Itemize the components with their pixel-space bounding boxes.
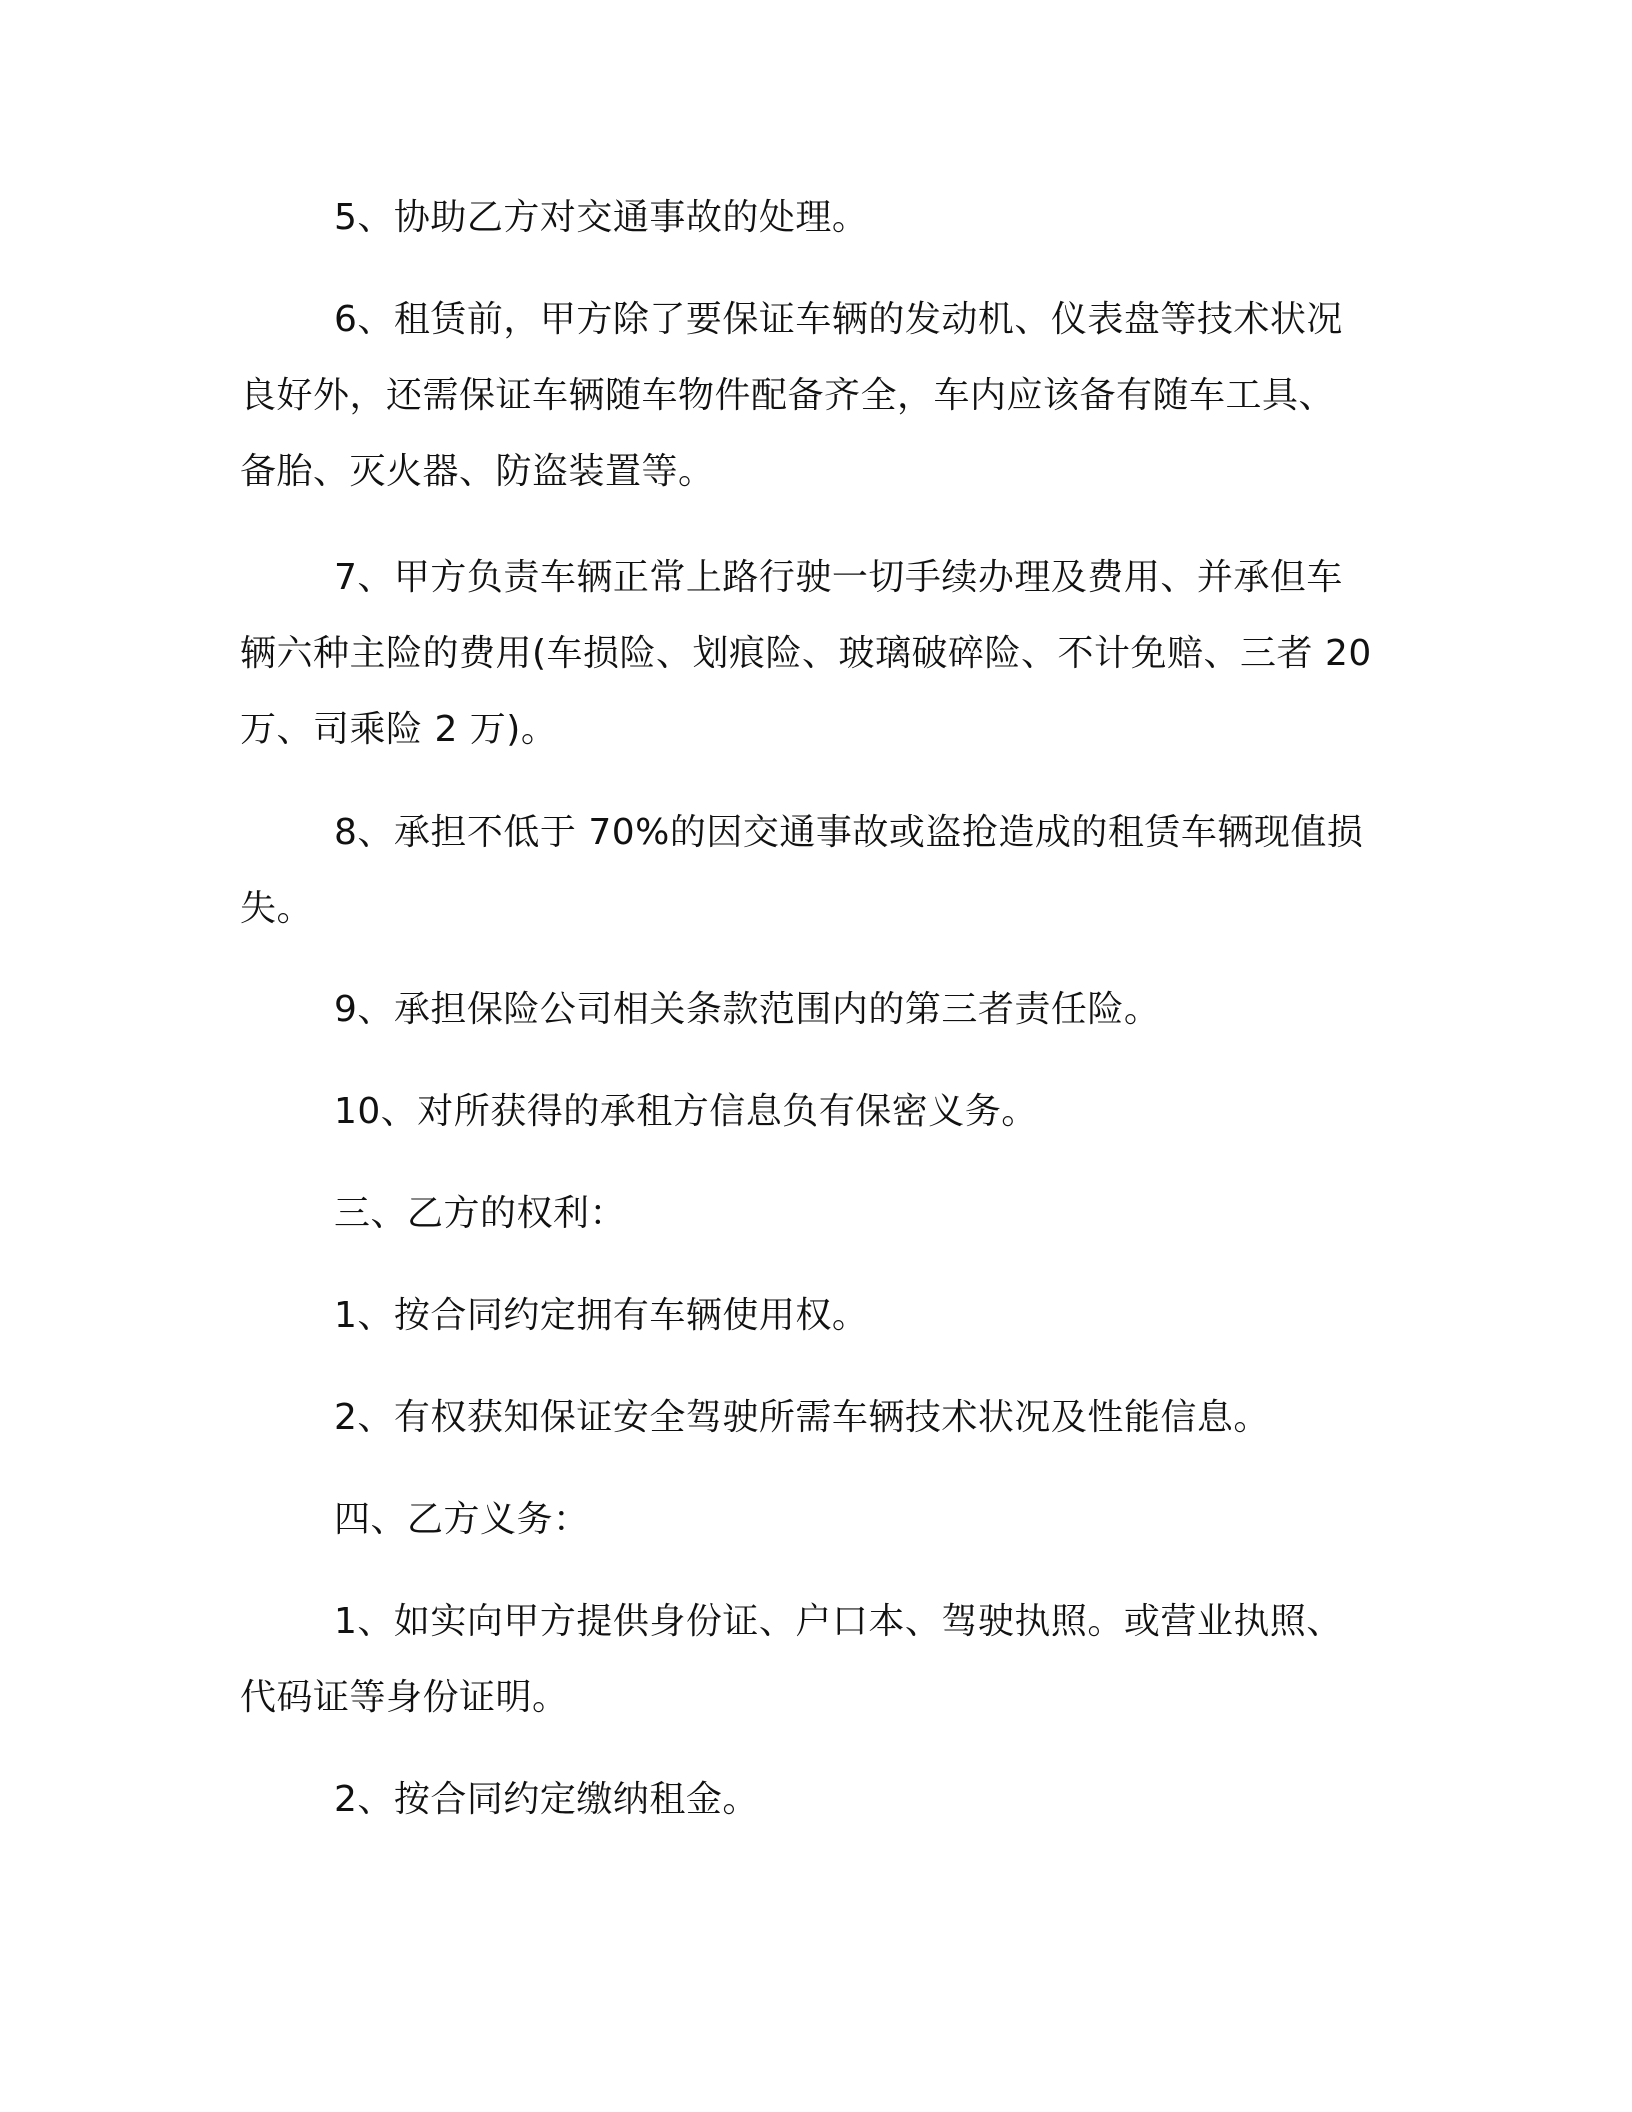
clause-jia-10 [240, 1074, 1386, 1150]
clause-line: 7、甲方负责车辆正常上路行驶一切手续办理及费用、并承但车 [334, 557, 1343, 598]
section-heading: 四、乙方义务： [334, 1499, 590, 1540]
clause-line: 9、承担保险公司相关条款范围内的第三者责任险。 [334, 989, 1161, 1030]
clause-yi-rights-1 [240, 1278, 1386, 1354]
clause-line: 1、如实向甲方提供身份证、户口本、驾驶执照。或营业执照、 [334, 1601, 1343, 1642]
clause-line: 备胎、灭火器、防盗装置等。 [240, 451, 715, 492]
clause-line: 1、按合同约定拥有车辆使用权。 [334, 1295, 869, 1336]
clause-jia-8 [240, 795, 1386, 947]
clause-jia-5 [240, 180, 1386, 256]
section-heading: 三、乙方的权利： [334, 1193, 627, 1234]
clause-line: 辆六种主险的费用(车损险、划痕险、玻璃破碎险、不计免赔、三者 20 [240, 633, 1372, 674]
section-heading-yi-duties [240, 1482, 1386, 1558]
clause-line: 6、租赁前，甲方除了要保证车辆的发动机、仪表盘等技术状况 [334, 299, 1343, 340]
clause-line: 万、司乘险 2 万)。 [240, 709, 558, 750]
clause-line: 良好外，还需保证车辆随车物件配备齐全，车内应该备有随车工具、 [240, 375, 1336, 416]
clause-jia-9 [240, 972, 1386, 1048]
clause-line: 8、承担不低于 70%的因交通事故或盗抢造成的租赁车辆现值损 [334, 812, 1364, 853]
clause-line: 10、对所获得的承租方信息负有保密义务。 [334, 1091, 1038, 1132]
clause-jia-7 [240, 540, 1386, 768]
clause-line: 失。 [240, 888, 314, 929]
clause-line: 代码证等身份证明。 [240, 1677, 569, 1718]
section-heading-yi-rights [240, 1176, 1386, 1252]
clause-jia-6 [240, 282, 1386, 510]
clause-line: 2、按合同约定缴纳租金。 [334, 1779, 759, 1820]
clause-yi-duties-1 [240, 1584, 1386, 1736]
clause-line: 2、有权获知保证安全驾驶所需车辆技术状况及性能信息。 [334, 1397, 1270, 1438]
clause-yi-rights-2 [240, 1380, 1386, 1456]
clause-line: 5、协助乙方对交通事故的处理。 [334, 197, 869, 238]
clause-yi-duties-2 [240, 1762, 1386, 1838]
